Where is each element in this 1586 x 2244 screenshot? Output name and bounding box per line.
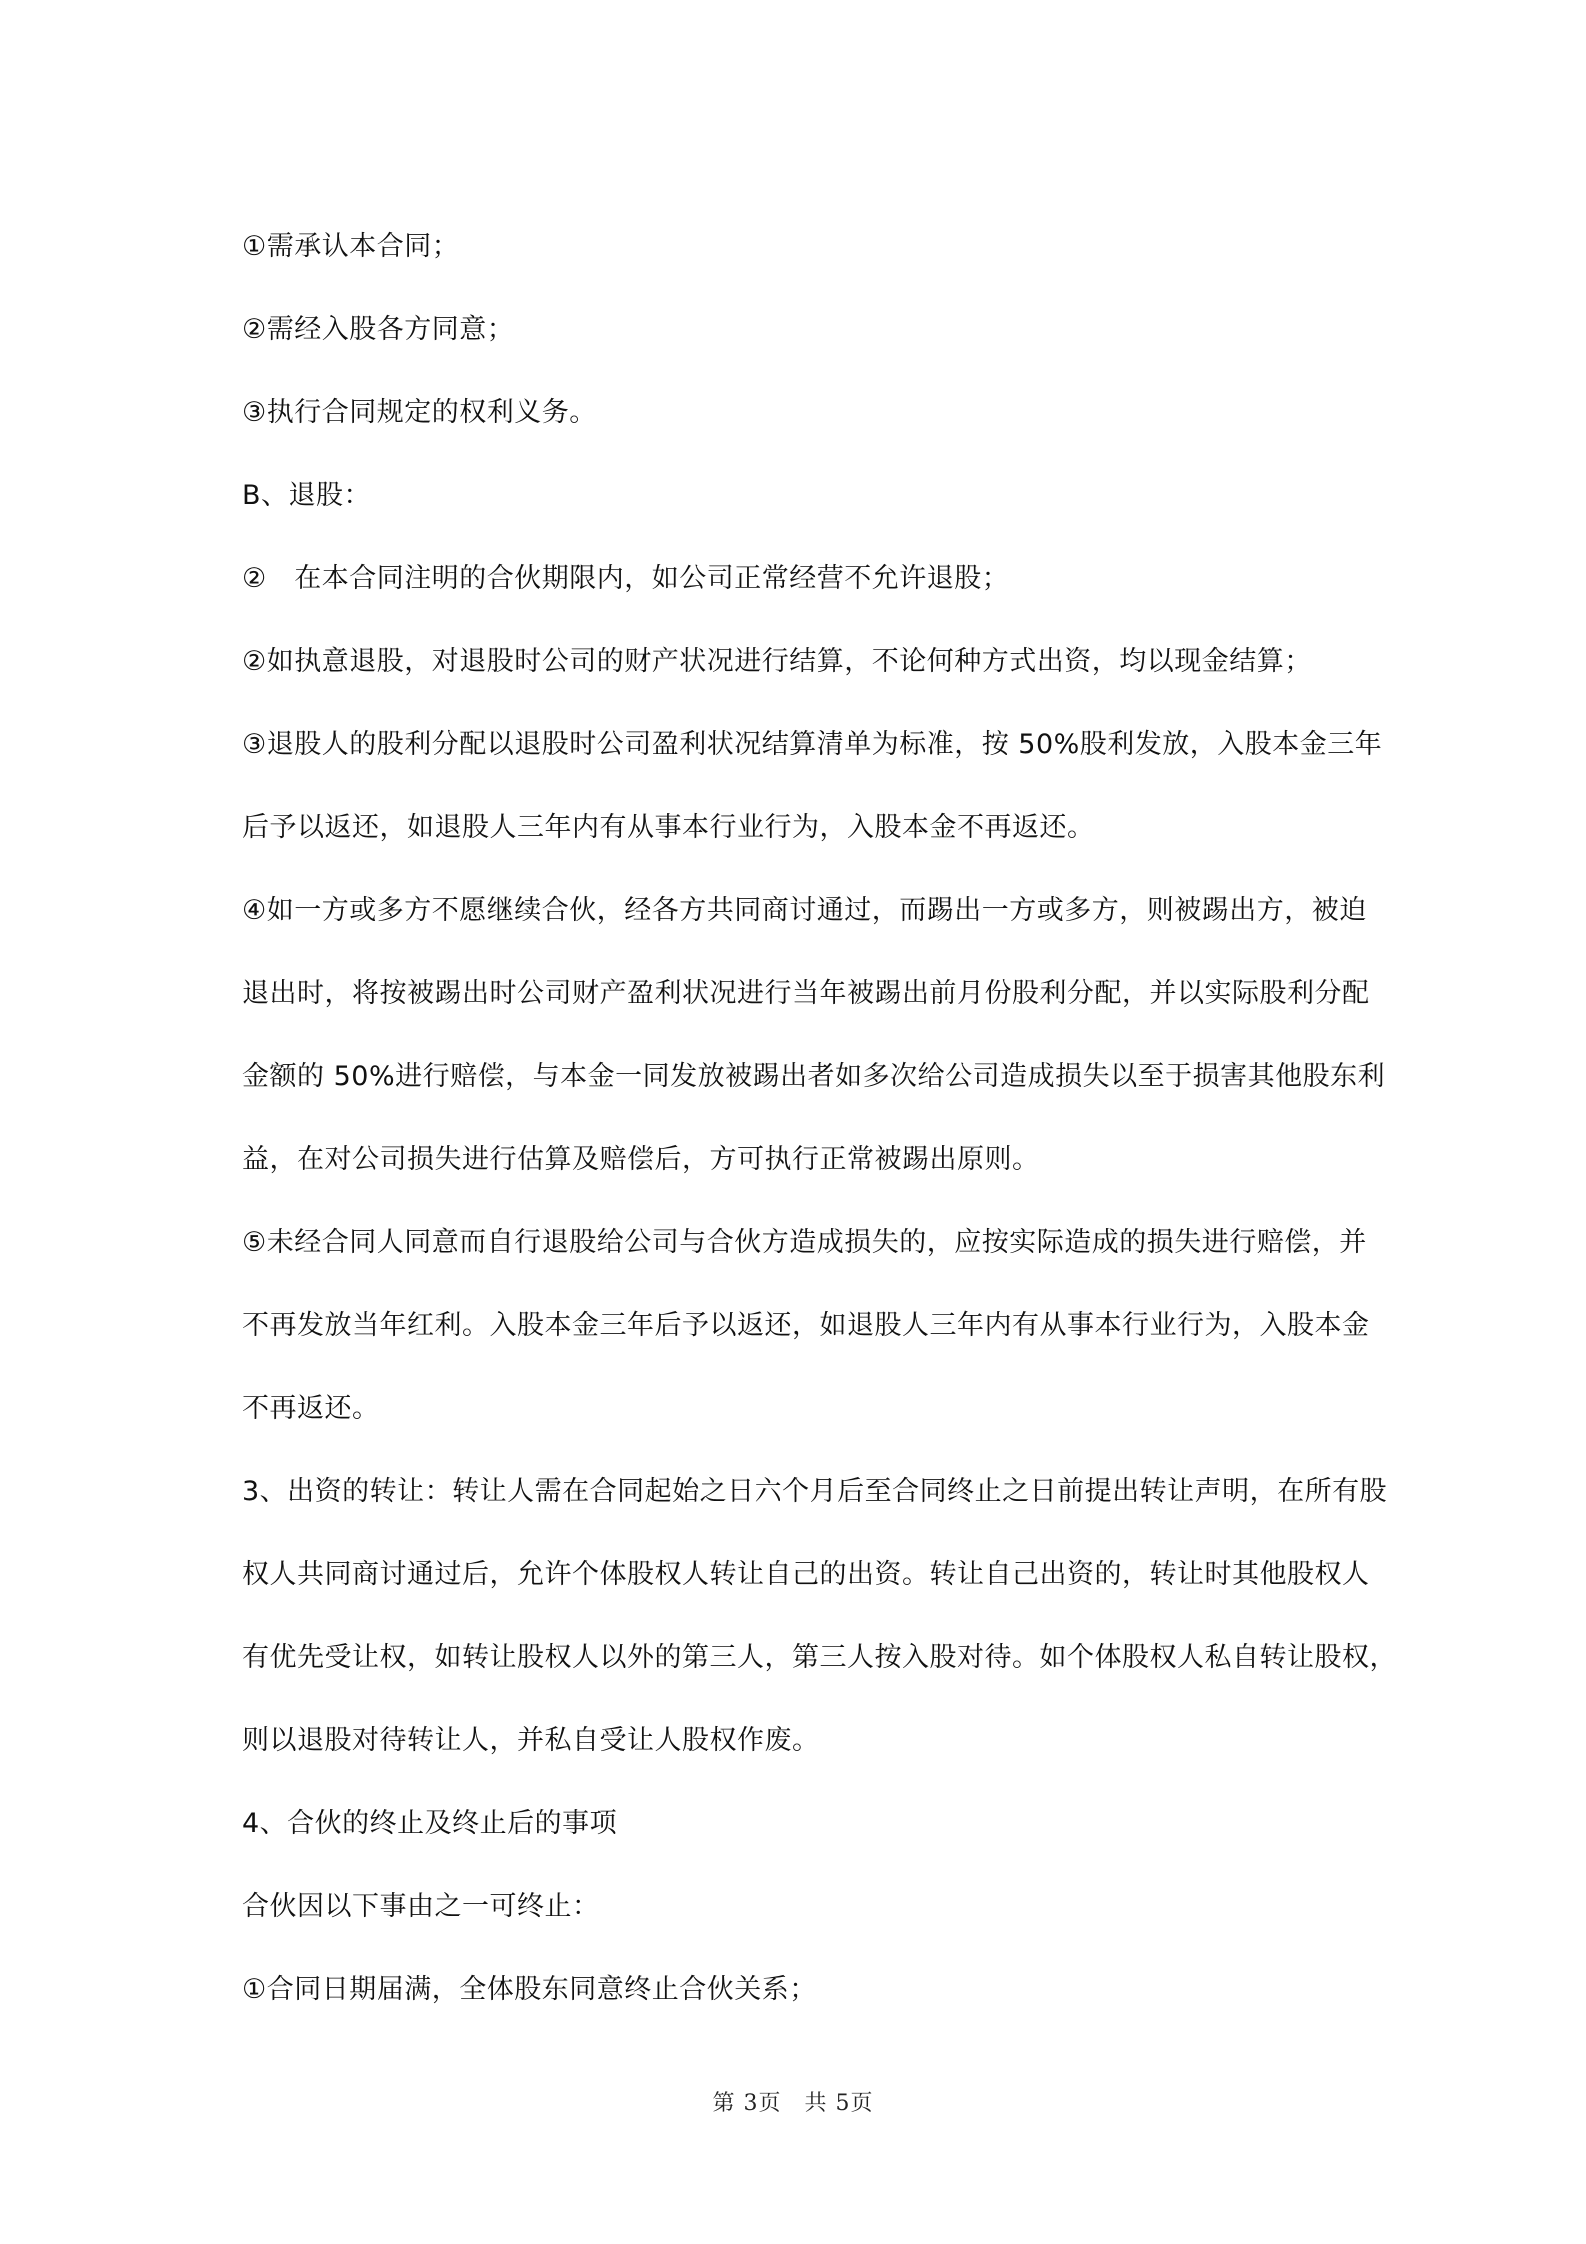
text-line: ② 在本合同注明的合伙期限内，如公司正常经营不允许退股；: [242, 563, 1010, 594]
text-line: 益，在对公司损失进行估算及赔偿后，方可执行正常被踢出原则。: [242, 1144, 1040, 1175]
text-line: 有优先受让权，如转让股权人以外的第三人，第三人按入股对待。如个体股权人私自转让股权，: [242, 1642, 1397, 1673]
text-line: 金额的 50%进行赔偿，与本金一同发放被踢出者如多次给公司造成损失以至于损害其他股东利: [242, 1061, 1386, 1092]
text-line: ②如执意退股，对退股时公司的财产状况进行结算，不论何种方式出资，均以现金结算；: [242, 646, 1312, 677]
section-heading: 4、合伙的终止及终止后的事项: [242, 1808, 618, 1839]
text-line: ④如一方或多方不愿继续合伙，经各方共同商讨通过，而踢出一方或多方，则被踢出方，被迫: [242, 895, 1367, 926]
text-line: 退出时，将按被踢出时公司财产盈利状况进行当年被踢出前月份股利分配，并以实际股利分配: [242, 978, 1370, 1009]
text-line: ③退股人的股利分配以退股时公司盈利状况结算清单为标准，按 50%股利发放，入股本金三年: [242, 729, 1383, 760]
text-line: ⑤未经合同人同意而自行退股给公司与合伙方造成损失的，应按实际造成的损失进行赔偿，并: [242, 1227, 1367, 1258]
text-line: ③执行合同规定的权利义务。: [242, 397, 597, 428]
text-line: ①需承认本合同；: [242, 231, 460, 262]
document-body: [242, 205, 1397, 2031]
text-line: 不再发放当年红利。入股本金三年后予以返还，如退股人三年内有从事本行业行为，入股本金: [242, 1310, 1370, 1341]
text-line: 3、出资的转让：转让人需在合同起始之日六个月后至合同终止之日前提出转让声明，在所有股: [242, 1476, 1388, 1507]
text-line: 后予以返还，如退股人三年内有从事本行业行为，入股本金不再返还。: [242, 812, 1095, 843]
text-line: 合伙因以下事由之一可终止：: [242, 1891, 600, 1922]
section-heading: B、退股：: [242, 480, 372, 511]
text-line: ①合同日期届满，全体股东同意终止合伙关系；: [242, 1974, 817, 2005]
text-line: 不再返还。: [242, 1393, 380, 1424]
page-footer: 第 3页 共 5页: [712, 2091, 874, 2116]
text-line: ②需经入股各方同意；: [242, 314, 515, 345]
text-line: 则以退股对待转让人，并私自受让人股权作废。: [242, 1725, 820, 1756]
text-line: 权人共同商讨通过后，允许个体股权人转让自己的出资。转让自己出资的，转让时其他股权人: [242, 1559, 1370, 1590]
